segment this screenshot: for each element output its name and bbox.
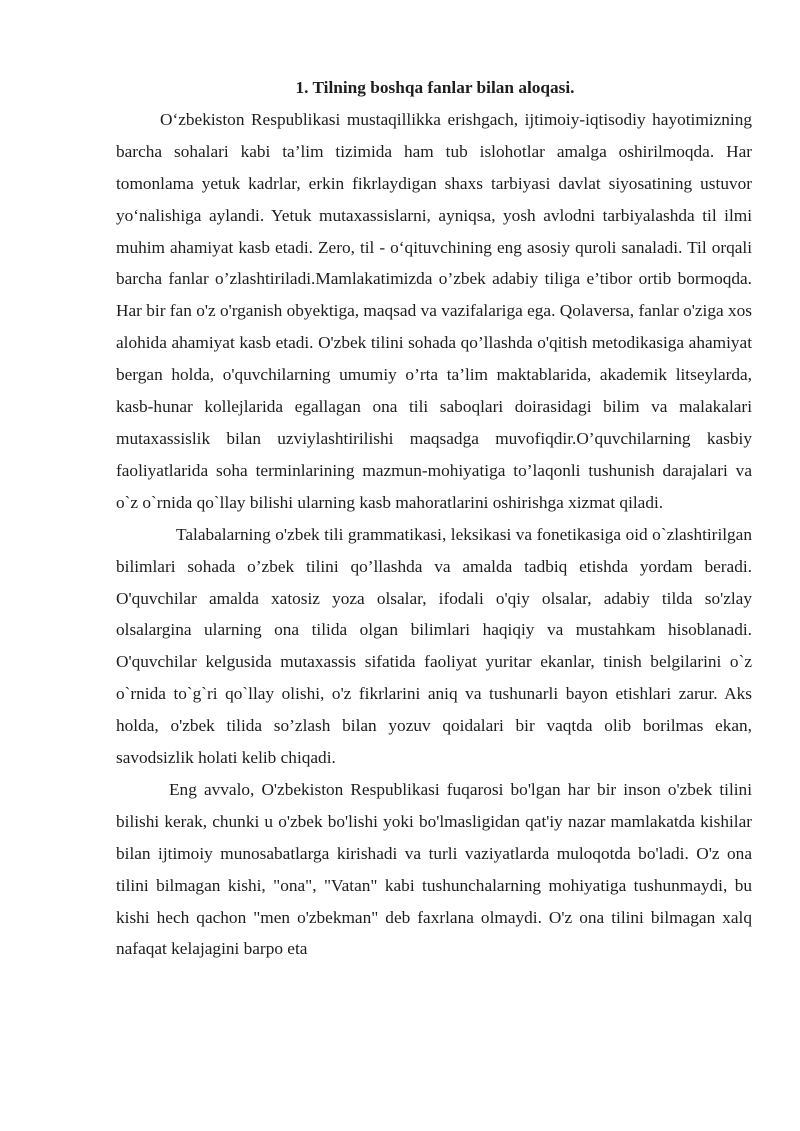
- paragraph-3: Eng avvalo, O'zbekiston Respublikasi fuqarosi bo'lgan har bir inson o'zbek tilini bilishi kerak, chunki u o'zbek bo'lishi yoki bo'lmasligidan qat'iy nazar mamlakatda kishilar bilan ijtimoiy munosabatlarga kirishadi va turli vaziyatlarda muloqotda bo'ladi. O'z ona tilini bilmagan kishi, "ona", "Vatan" kabi tushunchalarning mohiyatiga tushunmaydi, bu kishi hech qachon "men o'zbekman" deb faxrlana olmaydi. O'z ona tilini bilmagan xalq nafaqat kelajagini barpo eta: [116, 779, 752, 959]
- paragraph-1: O‘zbekiston Respublikasi mustaqillikka erishgach, ijtimoiy-iqtisodiy hayotimizning barcha sohalari kabi ta’lim tizimida ham tub islohotlar amalga oshirilmoqda. Har tomonlama yetuk kadrlar, erkin fikrlaydigan shaxs tarbiyasi davlat siyosatining ustuvor yo‘nalishiga aylandi. Yetuk mutaxassislarni, ayniqsa, yosh avlodni tarbiyalashda til ilmi muhim ahamiyat kasb etadi. Zero, til - o‘qituvchining eng asosiy quroli sanaladi. Til orqali barcha fanlar o’zlashtiriladi.Mamlakatimizda o’zbek adabiy tiliga e’tibor ortib bormoqda. Har bir fan o'z o'rganish obyektiga, maqsad va vazifalariga ega. Qolaversa, fanlar o'ziga xos alohida ahamiyat kasb etadi. O'zbek tilini sohada qo’llashda o'qitish metodikasiga ahamiyat bergan holda, o'quvchilarning umumiy o’rta ta’lim maktablarida, akademik litseylarda, kasb-hunar kollejlarida egallagan ona tili saboqlari doirasidagi bilim va malakalari mutaxassislik bilan uzviylashtirilishi maqsadga muvofiqdir.O’quvchilarning kasbiy faoliyatlarida soha terminlarining mazmun-mohiyatiga to’laqonli tushunish darajalari va o`z o`rnida qo`llay bilishi ularning kasb mahoratlarini oshirishga xizmat qiladi.: [116, 109, 752, 512]
- section-title: 1. Tilning boshqa fanlar bilan aloqasi.: [295, 78, 575, 97]
- document-page: [116, 72, 752, 965]
- paragraph-2: Talabalarning o'zbek tili grammatikasi, leksikasi va fonetikasiga oid o`zlashtirilgan bilimlari sohada o’zbek tilini qo’llashda va amalda tadbiq etishda yordam beradi. O'quvchilar amalda xatosiz yoza olsalar, ifodali o'qiy olsalar, adabiy tilda so'zlay olsalargina ularning ona tilida olgan bilimlari haqiqiy va mustahkam hisoblanadi. O'quvchilar kelgusida mutaxassis sifatida faoliyat yuritar ekanlar, tinish belgilarini o`z o`rnida to`g`ri qo`llay olishi, o'z fikrlarini aniq va tushunarli bayon etishlari zarur. Aks holda, o'zbek tilida so’zlash bilan yozuv qoidalari bir vaqtda olib borilmas ekan, savodsizlik holati kelib chiqadi.: [116, 524, 752, 768]
